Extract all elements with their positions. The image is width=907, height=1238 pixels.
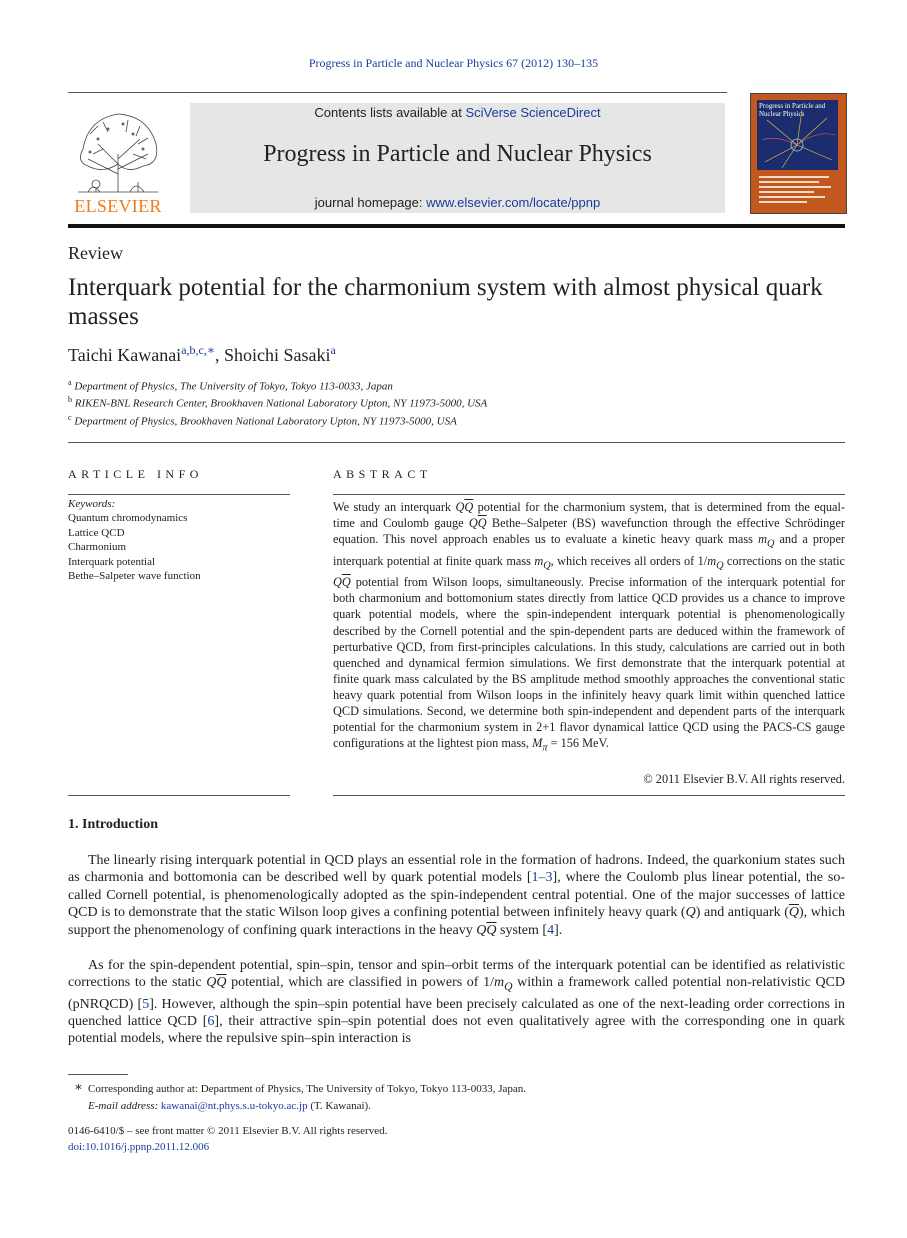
article-info-bottom-rule bbox=[68, 795, 290, 796]
author-affiliation-marks[interactable]: a bbox=[330, 343, 336, 357]
intro-paragraph: The linearly rising interquark potential in QCD plays an essential role in the formation of hadrons. Indeed, the quarkonium states such as charmonia and bottomonia can be described well by quark potential models [1–3], where the Coulomb plus linear potential, the so-called Cornell potential, is phenomenologically adopted as the spin-independent central potential. One of the major successes of lattice QCD is to demonstrate that the static Wilson loop gives a confining potential between infinitely heavy quark (Q) and antiquark $(\overline{Q})$, which support the phenomenology of confining quark interactions in the heavy $Q\overline{Q}$ system [4]. bbox=[68, 853, 845, 938]
copyright-notice: © 2011 Elsevier B.V. All rights reserved. bbox=[643, 772, 845, 786]
email-link[interactable]: kawanai@nt.phys.s.u-tokyo.ac.jp bbox=[160, 1100, 308, 1112]
doi-link[interactable]: doi:10.1016/j.ppnp.2011.12.006 bbox=[68, 1141, 210, 1153]
citation-link[interactable]: 6 bbox=[207, 1014, 215, 1030]
citation-link[interactable]: 1–3 bbox=[531, 870, 553, 886]
header-rule bbox=[68, 92, 727, 93]
keywords-list bbox=[68, 497, 201, 583]
journal-title: Progress in Particle and Nuclear Physics bbox=[263, 141, 652, 167]
affiliation: $^b$ RIKEN-BNL Research Center, Brookhaven National Laboratory Upton, NY 11973-5000, USA bbox=[68, 395, 488, 410]
sciencedirect-link[interactable]: SciVerse ScienceDirect bbox=[465, 105, 601, 120]
article-info-rule bbox=[68, 494, 290, 495]
article-info-heading: ARTICLE INFO bbox=[68, 467, 203, 481]
keyword: Charmonium bbox=[68, 541, 127, 554]
journal-masthead bbox=[190, 103, 725, 213]
cover-artwork bbox=[757, 100, 838, 170]
article-type: Review bbox=[68, 243, 123, 263]
front-matter-notice: 0146-6410/$ – see front matter © 2011 Elsevier B.V. All rights reserved. bbox=[68, 1125, 388, 1137]
header-thick-rule bbox=[68, 224, 845, 228]
cover-text-lines-icon bbox=[759, 174, 837, 208]
abstract-text: We study an interquark $Q\overline{Q}$ potential for the charmonium system, that is determined from the equal-time and Coulomb gauge $Q\overline{Q}$ Bethe–Salpeter (BS) wavefunction through the effective Schrödinger equation. This novel approach enables us to evaluate a kinetic heavy quark mass $m_Q$ and a proper interquark potential at finite quark mass $m_Q$, which receives all orders of $1/m_Q$ corrections on the static $Q\overline{Q}$ potential from Wilson loops, simultaneously. Precise information of the interquark potential for both charmonium and bottomonium states directly from lattice QCD provides us a chance to improve quark potential models, where the spin-independent interquark potential is phenomenologically described by the Cornell potential and the spin-dependent parts are deduced within the framework of perturbative QCD, from first-principles calculations. In this study, calculations are carried out in both quenched and dynamical fermion simulations. We first demonstrate that the interquark potential at finite quark mass calculated by the BS amplitude method smoothly approaches the conventional static heavy quark potential from Wilson loops in the infinitely heavy quark limit within quenched lattice QCD simulations. Second, we determine both spin-independent and dependent parts of the interquark potential for the charmonium system in 2+1 flavor dynamical lattice QCD using the PACS-CS gauge configurations at the lightest pion mass, $M_\pi = 156$ MeV. bbox=[333, 500, 845, 754]
intro-paragraph: As for the spin-dependent potential, spin–spin, tensor and spin–orbit terms of the interquark potential can be identified as relativistic corrections to the static $Q\overline{Q}$ potential, which are classified in powers of $1/m_Q$ within a framework called potential non-relativistic QCD (pNRQCD) [5]. However, although the spin–spin potential have been precisely calculated as one of the next-leading order corrections in quenched lattice QCD [6], their attractive spin–spin potential does not even qualitatively agree with the corresponding one in quark potential models, where the repulsive spin–spin interaction is bbox=[68, 958, 846, 1047]
keyword: Lattice QCD bbox=[68, 526, 125, 539]
author-name: Taichi Kawanai bbox=[68, 345, 182, 365]
keyword: Interquark potential bbox=[68, 555, 156, 568]
homepage-link[interactable]: www.elsevier.com/locate/ppnp bbox=[426, 195, 601, 210]
author-affiliation-marks[interactable]: a,b,c,∗ bbox=[181, 343, 215, 357]
keywords-label: Keywords: bbox=[68, 498, 116, 510]
publisher-wordmark: ELSEVIER bbox=[74, 196, 162, 216]
section-heading: 1. Introduction bbox=[68, 817, 158, 832]
journal-reference-link[interactable]: Progress in Particle and Nuclear Physics 67 (2012) 130–135 bbox=[308, 56, 599, 70]
journal-reference[interactable] bbox=[0, 56, 907, 71]
citation-link[interactable]: 4 bbox=[547, 922, 555, 938]
cover-particle-tracks-icon bbox=[757, 100, 838, 170]
abstract-bottom-rule bbox=[333, 795, 845, 796]
citation-link[interactable]: 5 bbox=[142, 996, 150, 1012]
author-list: Taichi Kawanai$^{a,b,c,∗}$, Shoichi Sasaki$^a$ bbox=[68, 343, 336, 365]
section-rule bbox=[68, 442, 845, 443]
affiliation: $^a$ Department of Physics, The University of Tokyo, Tokyo 113-0033, Japan bbox=[68, 378, 393, 393]
email-line: E-mail address: kawanai@nt.phys.s.u-tokyo.ac.jp (T. Kawanai). bbox=[88, 1100, 371, 1112]
abstract-heading: ABSTRACT bbox=[333, 467, 432, 481]
keyword: Bethe–Salpeter wave function bbox=[68, 570, 201, 583]
footnote bbox=[88, 1081, 526, 1115]
contents-line: Contents lists available at SciVerse ScienceDirect bbox=[314, 105, 601, 120]
author-name: Shoichi Sasaki bbox=[224, 345, 331, 365]
footnote-rule bbox=[68, 1074, 128, 1075]
homepage-line: journal homepage: www.elsevier.com/locate/ppnp bbox=[314, 195, 601, 210]
cover-title: Progress in Particle and Nuclear Physics bbox=[759, 102, 826, 118]
abstract-rule bbox=[333, 494, 845, 495]
corresponding-author-note: Corresponding author at: Department of Physics, The University of Tokyo, Tokyo 113-0033, Japan. bbox=[88, 1083, 526, 1095]
keyword: Quantum chromodynamics bbox=[68, 512, 188, 525]
footnote-mark: ∗ bbox=[74, 1079, 83, 1094]
journal-cover-image bbox=[750, 93, 847, 214]
affiliation: $^c$ Department of Physics, Brookhaven National Laboratory Upton, NY 11973-5000, USA bbox=[68, 413, 457, 428]
article-title: Interquark potential for the charmonium system with almost physical quark masses bbox=[68, 274, 823, 330]
